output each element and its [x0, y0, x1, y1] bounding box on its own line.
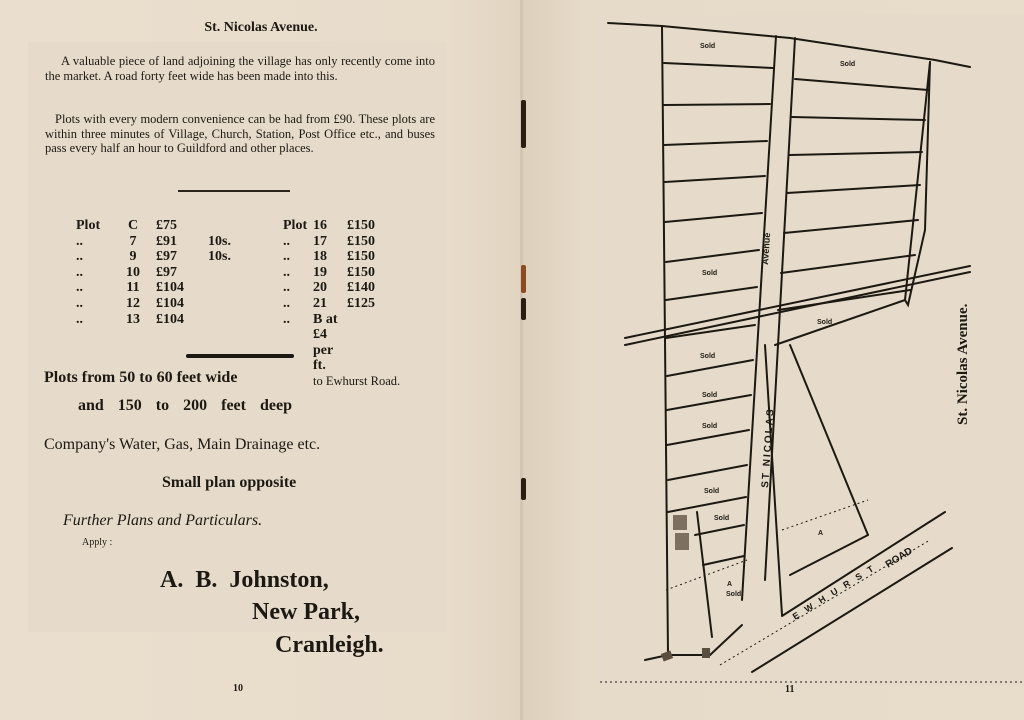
side-title: St. Nicolas Avenue. — [955, 303, 971, 425]
plot-extra: 10s. — [208, 249, 231, 265]
avenue-west-edge — [742, 36, 776, 600]
plot-plot: B at £4 per ft. — [313, 311, 338, 374]
plot-label-a: A — [818, 530, 824, 537]
plot-prefix: .. — [76, 249, 83, 265]
amenities-line: Company's Water, Gas, Main Drainage etc. — [44, 436, 321, 453]
cross-lane-south — [625, 272, 970, 345]
plot-price: £150 — [347, 233, 375, 249]
plot-prefix: .. — [283, 233, 290, 249]
plot-prefix: .. — [76, 295, 83, 311]
plot-plot: 20 — [313, 280, 327, 296]
plot-plot: 9 — [129, 249, 137, 265]
plot-width-line: Plots from 50 to 60 feet wide — [44, 369, 238, 386]
plot-price: £150 — [347, 249, 375, 265]
plot-prefix: .. — [283, 280, 290, 296]
sold-label: Sold — [702, 423, 718, 430]
page-title: St. Nicolas Avenue. — [204, 20, 318, 35]
st-nicolas-road-label: ST NICOLAS — [760, 407, 777, 489]
sold-label: Sold — [702, 270, 718, 277]
sold-label: Sold — [702, 392, 718, 399]
plot-extra: 10s. — [208, 233, 231, 249]
plot-prefix: .. — [76, 233, 83, 249]
plot-price: £97 — [156, 264, 177, 280]
address-street: New Park, — [252, 599, 360, 625]
plot-label-a: A — [727, 581, 733, 588]
plot-price: £104 — [156, 280, 184, 296]
sold-label: Sold — [700, 43, 716, 50]
plot-plot: 21 — [313, 295, 327, 311]
plot-price: £140 — [347, 280, 375, 296]
plot-plot: 7 — [129, 233, 137, 249]
intro-paragraph: A valuable piece of land adjoining the village has only recently come into the market. A road forty feet wide has been made into this. — [45, 54, 435, 83]
plot-depth-line: and 150 to 200 feet deep — [78, 397, 292, 414]
sold-label: Sold — [714, 515, 730, 522]
plot-price: £104 — [156, 295, 184, 311]
plot-prefix: Plot — [283, 218, 308, 233]
plot-price: £97 — [156, 249, 177, 265]
building-block — [702, 648, 710, 658]
plot-prefix: .. — [283, 264, 290, 280]
plot-prefix: .. — [283, 249, 290, 265]
address-town: Cranleigh. — [275, 632, 384, 658]
apply-label: Apply : — [82, 537, 113, 548]
plot-price: £91 — [156, 233, 177, 249]
ewhurst-road-north — [782, 512, 945, 616]
plot-prefix: .. — [76, 280, 83, 296]
plot-price: £104 — [156, 311, 184, 327]
ewhurst-label: EWHURST — [790, 559, 883, 622]
left-block-boundary — [662, 26, 668, 655]
sold-label: Sold — [817, 319, 833, 326]
plot-note: to Ewhurst Road. — [313, 373, 401, 388]
building-block — [661, 651, 673, 662]
cross-lane-north — [625, 266, 970, 338]
plot-plot: 13 — [126, 311, 140, 327]
plot-plot: C — [127, 218, 139, 233]
plot-price: £125 — [347, 295, 375, 311]
plot-plot: 18 — [313, 249, 327, 265]
plots-paragraph: Plots with every modern convenience can be had from £90. These plots are within three minutes of Village, Church, Station, Post Office etc., and buses pass every half an hour to Guildford and other places. — [45, 112, 435, 155]
plot-price: £150 — [347, 218, 375, 233]
further-particulars: Further Plans and Particulars. — [63, 512, 263, 529]
road-label: ROAD — [883, 545, 915, 571]
building-block — [673, 515, 687, 530]
plot-prefix: Plot — [76, 218, 101, 233]
plot-plot: 11 — [126, 280, 140, 296]
sold-label: Sold — [704, 488, 720, 495]
page-number-right: 11 — [785, 684, 795, 695]
plot-price: £150 — [347, 264, 375, 280]
sold-label: Sold — [840, 61, 856, 68]
plot-prefix: .. — [283, 295, 290, 311]
plot-plot: 10 — [126, 264, 140, 280]
avenue-label: Avenue — [760, 232, 773, 266]
plot-plot: 12 — [126, 295, 140, 311]
address-name: A. B. Johnston, — [160, 567, 329, 593]
plot-prefix: .. — [76, 311, 83, 327]
sold-label: Sold — [700, 353, 716, 360]
page-number-left: 10 — [233, 683, 243, 694]
plot-plot: 19 — [313, 264, 327, 280]
plot-plot: 17 — [313, 233, 327, 249]
plot-prefix: .. — [283, 311, 290, 327]
sold-label: Sold — [726, 591, 742, 598]
plot-plot: 16 — [313, 218, 327, 233]
plot-price: £75 — [156, 218, 177, 233]
small-plan-note: Small plan opposite — [162, 474, 297, 491]
plot-prefix: .. — [76, 264, 83, 280]
building-block — [675, 533, 689, 550]
